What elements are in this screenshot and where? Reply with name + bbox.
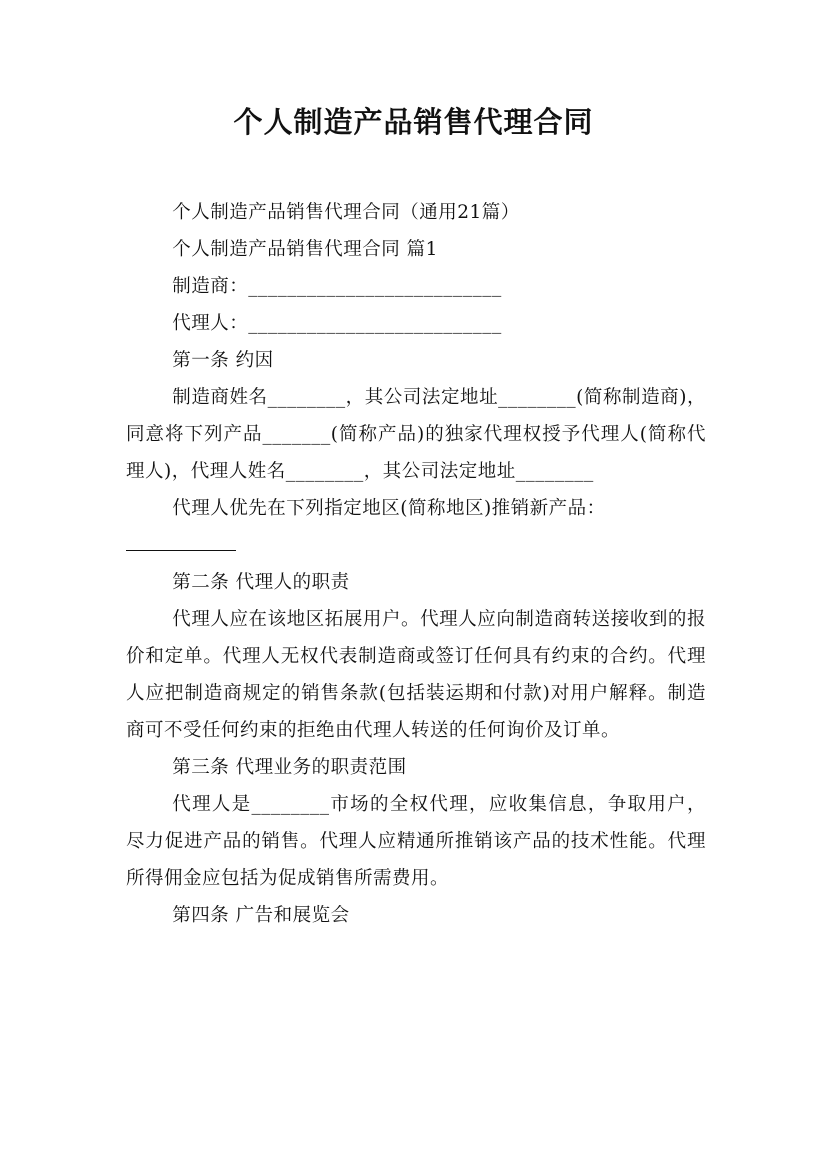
paragraph-article-2-body: 代理人应在该地区拓展用户。代理人应向制造商转送接收到的报价和定单。代理人无权代表制造商或签订任何具有约束的合约。代理人应把制造商规定的销售条款(包括装运期和付款)对用户解释。制造商可不受任何约束的拒绝由代理人转送的任何询价及订单。 [126,609,706,741]
paragraph-agent-field: 代理人：__________________________ [172,313,502,334]
document-body [126,194,706,934]
paragraph-territory: 代理人优先在下列指定地区(简称地区)推销新产品： [172,498,606,519]
paragraph-article-2-heading: 第二条 代理人的职责 [172,572,350,593]
paragraph-article-4-heading: 第四条 广告和展览会 [172,905,350,926]
paragraph-subtitle: 个人制造产品销售代理合同（通用21篇） [172,202,520,223]
document-title: 个人制造产品销售代理合同 [233,105,594,139]
territory-blank-line [126,532,236,551]
paragraph-article-1-body: 制造商姓名________，其公司法定地址________(简称制造商)，同意将下列产品_______(简称产品)的独家代理权授予代理人(简称代理人)，代理人姓名________，其公司法定地址________ [126,387,706,482]
paragraph-article-3-body: 代理人是________市场的全权代理，应收集信息，争取用户，尽力促进产品的销售。代理人应精通所推销该产品的技术性能。代理所得佣金应包括为促成销售所需费用。 [126,794,706,889]
paragraph-article-3-heading: 第三条 代理业务的职责范围 [172,757,407,778]
paragraph-territory-blank [126,527,706,564]
paragraph-article-1-heading: 第一条 约因 [172,350,274,371]
paragraph-section-heading: 个人制造产品销售代理合同 篇1 [172,239,438,260]
paragraph-manufacturer-field: 制造商：__________________________ [172,276,502,297]
